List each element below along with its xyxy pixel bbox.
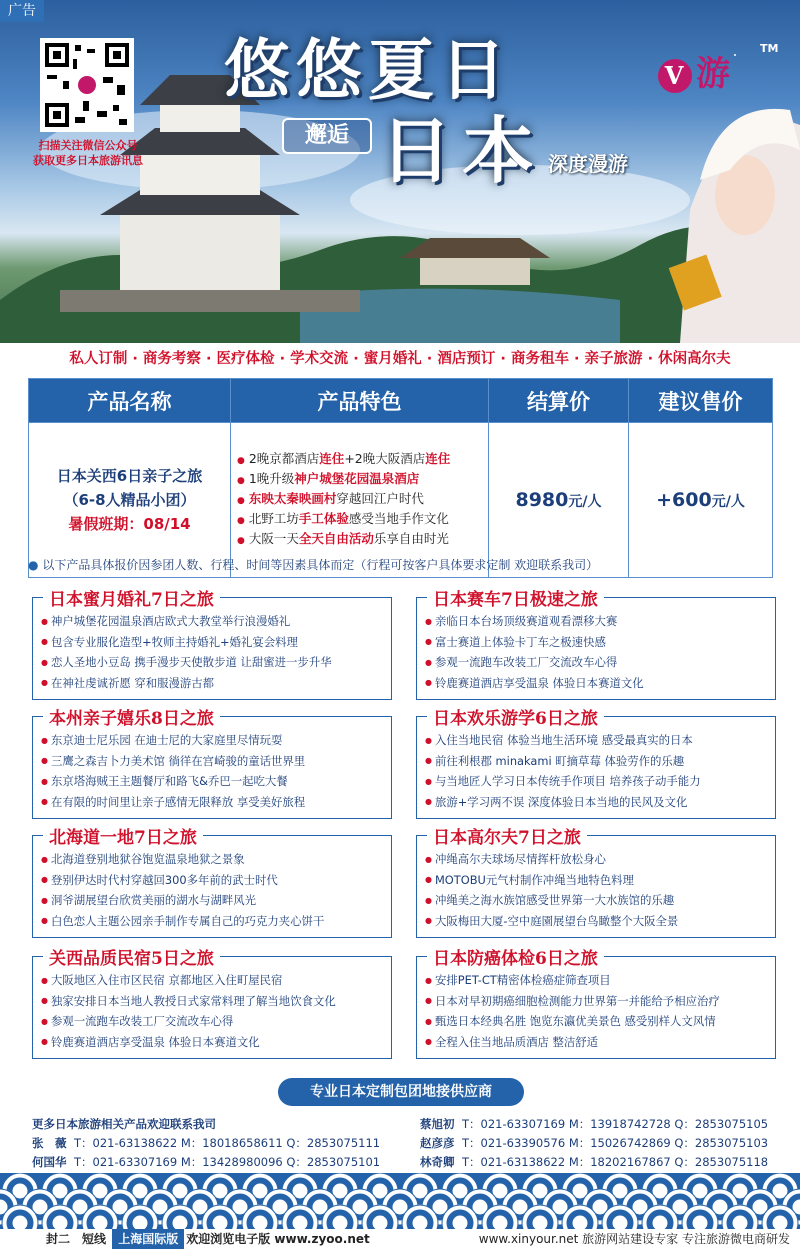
tour-item: ● 入住当地民宿 体验当地生活环境 感受最真实的日本 xyxy=(425,733,693,747)
pricing-note: ● 以下产品具体报价因参团人数、行程、时间等因素具体而定（行程可按客户具体要求定制 欢迎联系我司） xyxy=(28,558,599,572)
wave-arc xyxy=(692,1215,708,1229)
supplier-banner: 专业日本定制包团地接供应商 xyxy=(278,1078,524,1106)
tour-item: ● 日本对早初期癌细胞检测能力世界第一并能给予相应治疗 xyxy=(425,993,720,1008)
bullet-icon: ● xyxy=(425,875,432,884)
bullet-icon: ● xyxy=(425,735,432,745)
bullet-icon: ● xyxy=(425,916,432,925)
wave-arc xyxy=(412,1215,428,1229)
tour-item: ● 三鹰之森吉卜力美术馆 徜徉在宫崎骏的童话世界里 xyxy=(41,753,306,768)
bullet-icon: ● xyxy=(41,616,48,626)
bullet-icon: ● xyxy=(237,496,245,506)
price-unit: 元/人 xyxy=(568,494,602,510)
tour-item: ● 神户城堡花园温泉酒店欧式大教堂举行浪漫婚礼 xyxy=(41,614,291,628)
bullet-icon: ● xyxy=(425,975,432,985)
tour-card xyxy=(32,709,392,819)
footer-website: 欢迎浏览电子版 www.zyoo.net xyxy=(186,1232,370,1246)
tour-item: ● 亲临日本台场顶级赛道观看漂移大赛 xyxy=(425,614,618,628)
wave-arc xyxy=(452,1215,468,1229)
price-unit: 元/人 xyxy=(711,494,745,510)
wave-arc xyxy=(532,1215,548,1229)
tour-item: ● 铃鹿赛道酒店享受温泉 体验日本赛道文化 xyxy=(41,1034,260,1049)
bullet-icon: ● xyxy=(425,756,432,765)
tour-title: 日本蜜月婚礼7日之旅 xyxy=(43,585,220,610)
bullet-icon: ● xyxy=(425,854,432,864)
bullet-icon: ● xyxy=(425,657,432,667)
header-settle-price: 结算价 xyxy=(489,379,629,423)
bullet-icon: ● xyxy=(237,516,245,526)
tour-card xyxy=(416,590,776,700)
tour-items xyxy=(425,611,771,693)
suggest-price-cell xyxy=(629,423,773,578)
contact-row: 张 薇 T：021-63138622 M：18018658611 Q：2853075111 xyxy=(32,1136,381,1150)
tour-items xyxy=(41,970,387,1052)
feature-item: ● 东映太秦映画村穿越回江户时代 xyxy=(237,491,424,506)
qr-code-icon xyxy=(43,41,131,129)
services-list: 私人订制 · 商务考察 · 医疗体检 · 学术交流 · 蜜月婚礼 · 酒店预订 · 商务租车 · 亲子旅游 · 休闲高尔夫 xyxy=(69,351,731,367)
qr-caption-line2: 获取更多日本旅游讯息 xyxy=(33,154,143,167)
hero-subtitle: 深度漫游 xyxy=(548,152,628,176)
bullet-icon: ● xyxy=(41,854,48,864)
tour-item: ● 铃鹿赛道酒店享受温泉 体验日本赛道文化 xyxy=(425,675,644,690)
tour-item: ● 安排PET-CT精密体检癌症筛查项目 xyxy=(425,973,611,987)
tour-item: ● 包含专业服化造型+牧师主持婚礼+婚礼宴会料理 xyxy=(41,634,298,649)
tour-card xyxy=(32,949,392,1059)
tour-item: ● 旅游+学习两不误 深度体验日本当地的民风及文化 xyxy=(425,794,688,809)
bullet-icon: ● xyxy=(41,797,48,806)
tour-item: ● 参观一流跑车改装工厂交流改车心得 xyxy=(41,1014,234,1028)
wave-arc xyxy=(652,1215,668,1229)
settle-price: 8980 xyxy=(515,489,569,511)
bullet-icon: ● xyxy=(425,678,432,687)
tour-items xyxy=(425,970,771,1052)
tour-item: ● 北海道登别地狱谷饱览温泉地狱之景象 xyxy=(41,852,245,866)
tour-item: ● 冲绳高尔夫球场尽情挥杆放松身心 xyxy=(425,852,606,866)
tour-items xyxy=(425,730,771,812)
tour-title: 北海道一地7日之旅 xyxy=(43,823,203,848)
tour-item: ● 恋人圣地小豆岛 携手漫步天使散步道 让甜蜜进一步升华 xyxy=(41,655,332,669)
wave-arc xyxy=(92,1215,108,1229)
bullet-icon: ● xyxy=(41,735,48,745)
tour-item: ● MOTOBU元气村制作冲绳当地特色料理 xyxy=(425,872,634,887)
wave-pattern-graphic xyxy=(0,1173,800,1229)
headline-japan: 日本 xyxy=(380,108,545,193)
bullet-icon: ● xyxy=(41,895,48,905)
qr-caption-line1: 扫描关注微信公众号 xyxy=(38,139,138,152)
tour-title: 日本赛车7日极速之旅 xyxy=(427,585,604,610)
bullet-icon: ● xyxy=(41,637,48,646)
bullet-icon: ● xyxy=(425,1037,432,1046)
tour-title: 关西品质民宿5日之旅 xyxy=(43,944,220,969)
contact-intro: 更多日本旅游相关产品欢迎联系我司 xyxy=(32,1117,216,1131)
tour-title: 本州亲子嬉乐8日之旅 xyxy=(43,704,220,729)
product-period: 暑假班期：08/14 xyxy=(68,515,191,533)
bullet-icon: ● xyxy=(41,776,48,786)
product-group-size: （6-8人精品小团） xyxy=(63,491,196,509)
tour-item: ● 大阪梅田大厦-空中庭園展望台鸟瞰整个大阪全景 xyxy=(425,913,679,928)
wave-arc xyxy=(252,1215,268,1229)
bullet-icon: ● xyxy=(425,637,432,646)
brand-logo xyxy=(658,50,758,98)
tour-item: ● 甄选日本经典名胜 饱览东瀛优美景色 感受别样人文风情 xyxy=(425,1014,716,1028)
tour-title: 日本防癌体检6日之旅 xyxy=(427,944,604,969)
bullet-icon: ● xyxy=(237,476,245,486)
hero-banner xyxy=(0,0,800,343)
bullet-icon: ● xyxy=(41,1016,48,1026)
tour-item: ● 大阪地区入住市区民宿 京都地区入住町屋民宿 xyxy=(41,973,283,987)
edition-tag: 上海国际版 xyxy=(112,1229,184,1249)
bullet-icon: ● xyxy=(237,536,245,546)
tour-item: ● 前往利根郡 minakami 町摘草莓 体验劳作的乐趣 xyxy=(425,753,685,768)
wave-arc xyxy=(372,1215,388,1229)
tour-card xyxy=(32,828,392,938)
bullet-icon: ● xyxy=(425,776,432,786)
page-footer xyxy=(0,1229,800,1249)
bullet-icon: ● xyxy=(41,756,48,765)
bullet-icon: ● xyxy=(425,895,432,905)
trademark: TM xyxy=(760,42,779,55)
kimono-woman-illustration xyxy=(669,109,800,343)
tour-item: ● 冲绳美之海水族馆感受世界第一大水族馆的乐趣 xyxy=(425,893,675,907)
wave-arc xyxy=(332,1215,348,1229)
feature-item: ● 2晚京都酒店连住+2晚大阪酒店连住 xyxy=(237,451,451,466)
product-name-cell xyxy=(29,423,231,578)
wave-arc xyxy=(52,1215,68,1229)
wave-arc xyxy=(572,1215,588,1229)
tour-items xyxy=(425,849,771,931)
wave-pattern xyxy=(0,1173,800,1229)
bullet-icon: ● xyxy=(41,996,48,1005)
wave-arc xyxy=(732,1215,748,1229)
tour-card xyxy=(416,949,776,1059)
headline-summer: 悠悠夏日 xyxy=(224,31,512,109)
wave-arc xyxy=(292,1215,308,1229)
bullet-icon: ● xyxy=(425,996,432,1005)
tour-title: 日本欢乐游学6日之旅 xyxy=(427,704,604,729)
tour-title: 日本高尔夫7日之旅 xyxy=(427,823,587,848)
bullet-icon: ● xyxy=(28,558,39,572)
feature-item: ● 大阪一天全天自由活动乐享自由时光 xyxy=(237,531,449,546)
contact-row: 林奇卿 T：021-63138622 M：18202167867 Q：2853075118 xyxy=(420,1155,769,1169)
tour-items xyxy=(41,611,387,693)
contact-row: 赵彦彦 T：021-63390576 M：15026742869 Q：2853075103 xyxy=(420,1136,769,1150)
bullet-icon: ● xyxy=(237,456,245,466)
wave-arc xyxy=(12,1215,28,1229)
tour-item: ● 东京迪士尼乐园 在迪士尼的大家庭里尽情玩耍 xyxy=(41,733,283,747)
wave-arc xyxy=(132,1215,148,1229)
tour-item: ● 在神社虔诚祈愿 穿和服漫游古都 xyxy=(41,675,215,690)
logo-v-icon: V xyxy=(658,59,692,93)
tour-card xyxy=(32,590,392,700)
bullet-icon: ● xyxy=(425,616,432,626)
qr-caption xyxy=(30,138,146,168)
bullet-icon: ● xyxy=(41,975,48,985)
tour-card xyxy=(416,709,776,819)
tour-item: ● 洞爷湖展望台欣赏美丽的湖水与湖畔风光 xyxy=(41,893,257,907)
tour-item: ● 独家安排日本当地人教授日式家常料理了解当地饮食文化 xyxy=(41,993,336,1008)
contact-row: 何国华 T：021-63307169 M：13428980096 Q：2853075101 xyxy=(32,1155,381,1169)
wave-arc xyxy=(612,1215,628,1229)
product-features-cell xyxy=(231,423,489,578)
settle-price-cell xyxy=(489,423,629,578)
ad-label: 广告 xyxy=(0,0,44,22)
qr-code[interactable] xyxy=(40,38,134,132)
product-name: 日本关西6日亲子之旅 xyxy=(56,467,203,485)
wave-arc xyxy=(492,1215,508,1229)
tour-item: ● 全程入住当地品质酒店 整洁舒适 xyxy=(425,1034,599,1049)
bullet-icon: ● xyxy=(41,657,48,667)
tour-item: ● 与当地匠人学习日本传统手作项目 培养孩子动手能力 xyxy=(425,774,701,788)
tour-item: ● 在有限的时间里让亲子感情无限释放 享受美好旅程 xyxy=(41,794,306,809)
bullet-icon: ● xyxy=(41,916,48,925)
bullet-icon: ● xyxy=(41,678,48,687)
feature-item: ● 1晚升级神户城堡花园温泉酒店 xyxy=(237,471,420,486)
tour-card xyxy=(416,828,776,938)
bullet-icon: ● xyxy=(41,1037,48,1046)
product-table xyxy=(28,378,773,578)
wave-arc xyxy=(172,1215,188,1229)
bullet-icon: ● xyxy=(425,1016,432,1026)
wave-arc xyxy=(772,1215,788,1229)
tour-item: ● 登别伊达时代村穿越回300多年前的武士时代 xyxy=(41,872,278,887)
suggest-price: +600 xyxy=(656,489,712,511)
footer-left: 封二 短线 上海国际版 欢迎浏览电子版 www.zyoo.net xyxy=(46,1229,370,1249)
header-product-features: 产品特色 xyxy=(231,379,489,423)
feature-item: ● 北野工坊手工体验感受当地手作文化 xyxy=(237,511,449,526)
footer-right: www.xinyour.net 旅游网站建设专家 专注旅游微电商研发 xyxy=(478,1232,790,1246)
pavilion-illustration xyxy=(400,238,550,285)
encounter-badge: 邂逅 xyxy=(282,118,372,154)
contact-row: 蔡旭初 T：021-63307169 M：13918742728 Q：2853075105 xyxy=(420,1117,769,1131)
tour-items xyxy=(41,849,387,931)
bullet-icon: ● xyxy=(41,875,48,884)
tour-item: ● 参观一流跑车改装工厂交流改车心得 xyxy=(425,655,618,669)
header-product-name: 产品名称 xyxy=(29,379,231,423)
header-suggest-price: 建议售价 xyxy=(629,379,773,423)
tour-item: ● 东京塔海贼王主题餐厅和路飞&乔巴一起吃大餐 xyxy=(41,774,288,788)
tour-item: ● 富士赛道上体验卡丁车之极速快感 xyxy=(425,634,606,649)
bullet-icon: ● xyxy=(425,797,432,806)
wave-arc xyxy=(212,1215,228,1229)
logo-text: 游 xyxy=(696,54,732,94)
tour-items xyxy=(41,730,387,812)
tour-item: ● 白色恋人主题公园亲手制作专属自己的巧克力夹心饼干 xyxy=(41,913,325,928)
